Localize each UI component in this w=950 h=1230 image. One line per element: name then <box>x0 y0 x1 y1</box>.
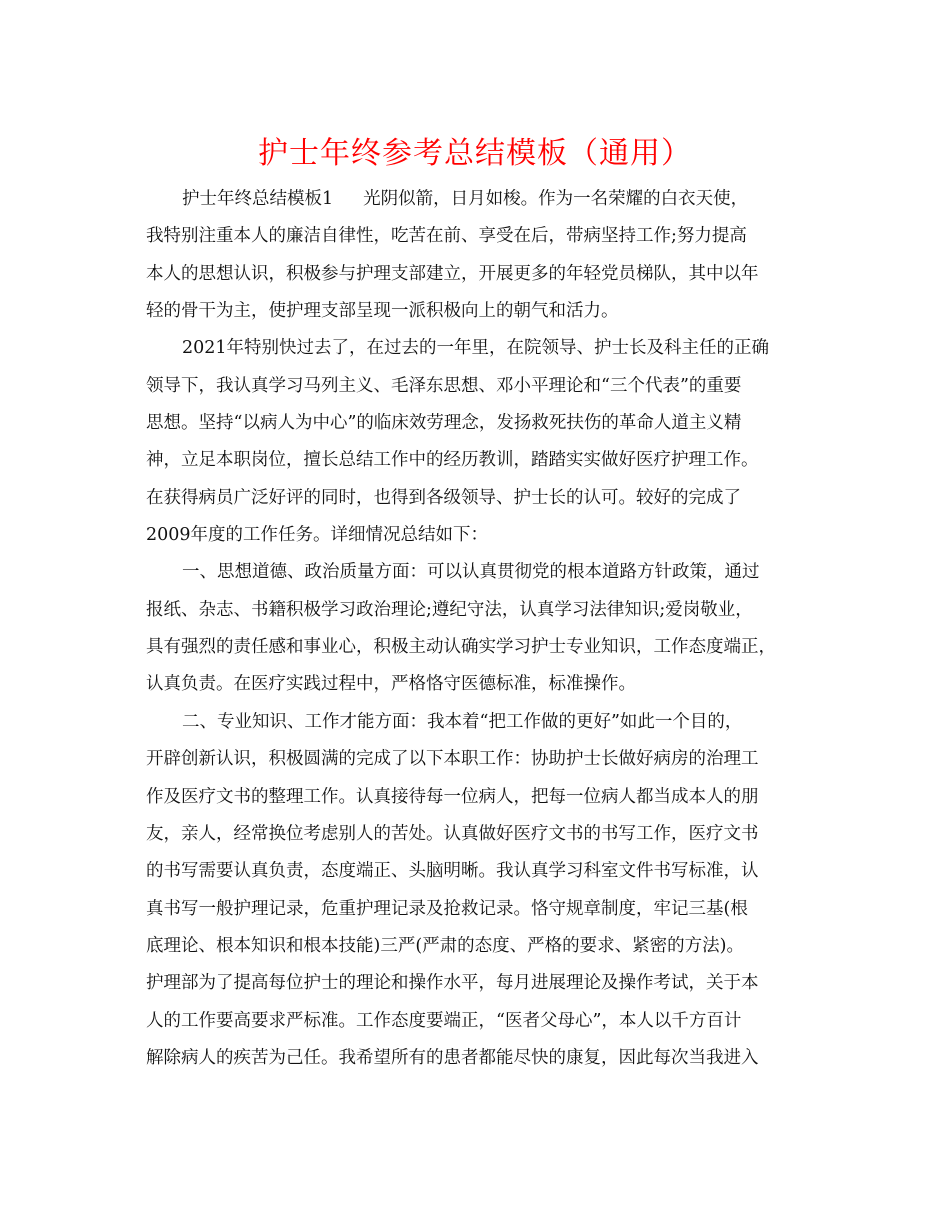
paragraph-line: 二、专业知识、工作才能方面：我本着“把工作做的更好”如此一个目的， <box>182 711 743 732</box>
paragraph-line: 一、思想道德、政治质量方面：可以认真贯彻党的根本道路方针政策，通过 <box>182 562 760 583</box>
paragraph-line: 认真负责。在医疗实践过程中，严格恪守医德标准，标准操作。 <box>146 674 636 695</box>
paragraph-line: 报纸、杂志、书籍积极学习政治理论;遵纪守法，认真学习法律知识;爱岗敬业， <box>146 599 753 620</box>
paragraph-line: 的书写需要认真负责，态度端正、头脑明晰。我认真学习科室文件书写标准，认 <box>146 861 759 882</box>
paragraph-line: 思想。坚持“以病人为中心”的临床效劳理念，发扬救死扶伤的革命人道主义精 <box>146 413 742 434</box>
paragraph-line: 底理论、根本知识和根本技能)三严(严肃的态度、严格的要求、紧密的方法)。 <box>146 935 744 956</box>
paragraph-line: 作及医疗文书的整理工作。认真接待每一位病人，把每一位病人都当成本人的朋 <box>146 786 759 807</box>
paragraph-line: 本人的思想认识，积极参与护理支部建立，开展更多的年轻党员梯队，其中以年 <box>146 263 759 284</box>
paragraph-line: 2009年度的工作任务。详细情况总结如下： <box>146 525 489 546</box>
paragraph-line: 在获得病员广泛好评的同时，也得到各级领导、护士长的认可。较好的完成了 <box>146 487 741 508</box>
document-title: 护士年终参考总结模板（通用） <box>258 136 692 171</box>
paragraph-line: 我特别注重本人的廉洁自律性，吃苦在前、享受在后，带病坚持工作;努力提高 <box>146 226 747 247</box>
paragraph-line: 神，立足本职岗位，擅长总结工作中的经历教训，踏踏实实做好医疗护理工作。 <box>146 450 759 471</box>
paragraph-line: 友，亲人，经常换位考虑别人的苦处。认真做好医疗文书的书写工作，医疗文书 <box>146 823 759 844</box>
paragraph-line: 护士年终总结模板1 光阴似箭，日月如梭。作为一名荣耀的白衣天使， <box>182 189 749 209</box>
paragraph-line: 轻的骨干为主，使护理支部呈现一派积极向上的朝气和活力。 <box>146 301 619 322</box>
paragraph-line: 2021年特别快过去了，在过去的一年里，在院领导、护士长及科主任的正确 <box>182 338 770 359</box>
paragraph-line: 解除病人的疾苦为己任。我希望所有的患者都能尽快的康复，因此每次当我进入 <box>146 1047 759 1068</box>
paragraph-line: 开辟创新认识，积极圆满的完成了以下本职工作：协助护士长做好病房的治理工 <box>146 749 759 770</box>
paragraph-line: 护理部为了提高每位护士的理论和操作水平，每月进展理论及操作考试，关于本 <box>146 973 759 994</box>
paragraph-line: 真书写一般护理记录，危重护理记录及抢救记录。恪守规章制度，牢记三基(根 <box>146 898 748 919</box>
paragraph-line: 具有强烈的责任感和事业心，积极主动认确实学习护士专业知识，工作态度端正， <box>146 637 776 658</box>
paragraph-line: 领导下，我认真学习马列主义、毛泽东思想、邓小平理论和“三个代表”的重要 <box>146 375 742 396</box>
paragraph-line: 人的工作要高要求严标准。工作态度要端正，“医者父母心”，本人以千方百计 <box>146 1010 742 1031</box>
document-body <box>146 181 806 1077</box>
section-heading: 护士年终总结模板1 <box>182 189 334 209</box>
